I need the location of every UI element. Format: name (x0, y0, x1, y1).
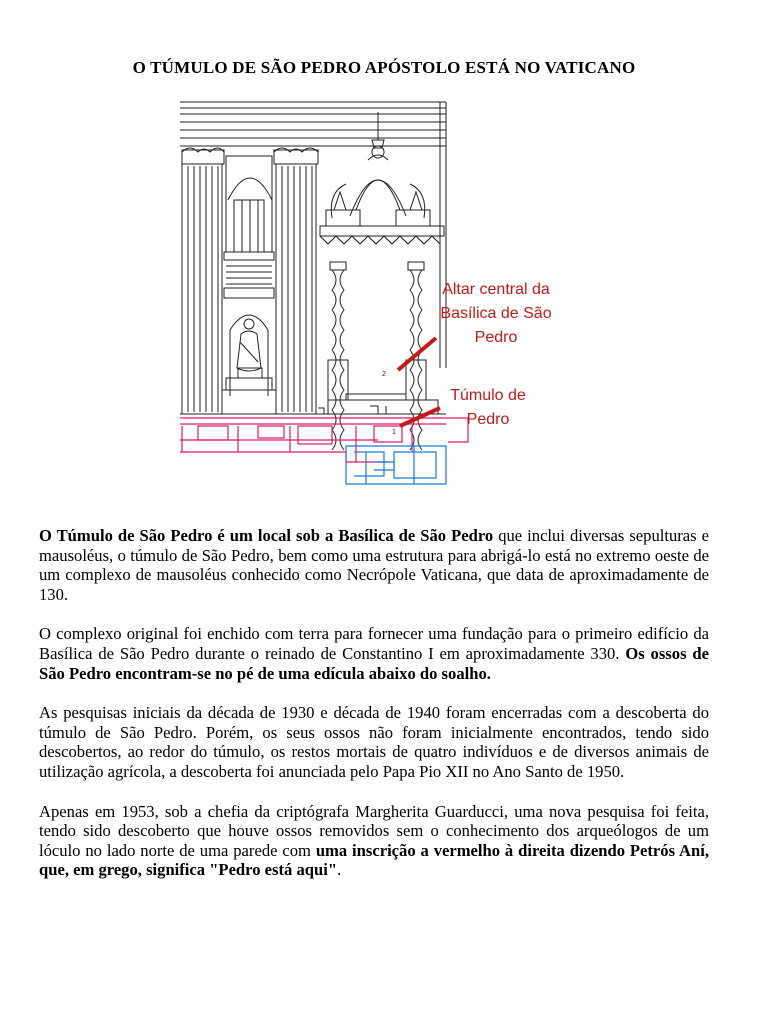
paragraph-2-bold-tail: Os ossos de São Pedro encontram-se no pé de uma edícula abaixo do soalho. (39, 643, 709, 683)
paragraph-4-text: Apenas em 1953, sob a chefia da criptógrafa Margherita Guarducci, uma nova pesquisa foi feita, tendo sido descoberto que houve ossos removidos sem o conhecimento dos arqueólogos de um lóculo no lado norte de uma parede com (39, 801, 709, 860)
article-body (39, 526, 709, 900)
marker-1: 1 (392, 429, 396, 436)
marker-2: 2 (382, 371, 386, 378)
paragraph-4-end: . (337, 860, 342, 880)
altar-pointer-line (398, 338, 436, 370)
paragraph-4 (39, 802, 709, 880)
paragraph-1 (39, 526, 709, 604)
altar-label (440, 281, 551, 346)
svg-text:Altar central da: Altar central da (442, 281, 550, 298)
page-title: O TÚMULO DE SÃO PEDRO APÓSTOLO ESTÁ NO VATICANO (132, 58, 636, 77)
tumulo-label (450, 387, 526, 428)
paragraph-2 (39, 624, 709, 683)
cross-section-drawing (178, 100, 578, 492)
paragraph-1-bold-lead: O Túmulo de São Pedro é um local sob a Basílica de São Pedro (39, 526, 494, 545)
tumulo-pointer-line (400, 408, 440, 426)
paragraph-2-text: O complexo original foi enchido com terra para fornecer uma fundação para o primeiro edifício da Basílica de São Pedro durante o reinado de Constantino I em aproximadamente 330. (39, 624, 709, 663)
basilica-cross-section-figure (178, 100, 578, 492)
svg-text:Basílica de São: Basílica de São (440, 305, 552, 322)
paragraph-3 (39, 703, 709, 781)
svg-text:Túmulo de: Túmulo de (450, 387, 526, 404)
paragraph-3-text: As pesquisas iniciais da década de 1930 e década de 1940 foram encerradas com a descoberta do túmulo de São Pedro. Porém, os seus ossos não foram inicialmente encontrados, tendo sido descobertos, ao redor do túmulo, os restos mortais de quatro indivíduos e de diversos animais de utilização agrícola, a descoberta foi anunciada pelo Papa Pio XII no Ano Santo de 1950. (39, 703, 709, 781)
svg-text:Pedro: Pedro (474, 329, 518, 346)
paragraph-4-bold-tail: uma inscrição a vermelho à direita dizendo Petrós Aní, que, em grego, significa "Pedro está aqui" (39, 840, 709, 880)
svg-text:Pedro: Pedro (466, 411, 510, 428)
paragraph-1-text: que inclui diversas sepulturas e mausoléus, o túmulo de São Pedro, bem como uma estrutura para abrigá-lo está no extremo oeste de um complexo de mausoléus conhecido como Necrópole Vaticana, que data de aproximadamente de 130. (39, 526, 710, 604)
